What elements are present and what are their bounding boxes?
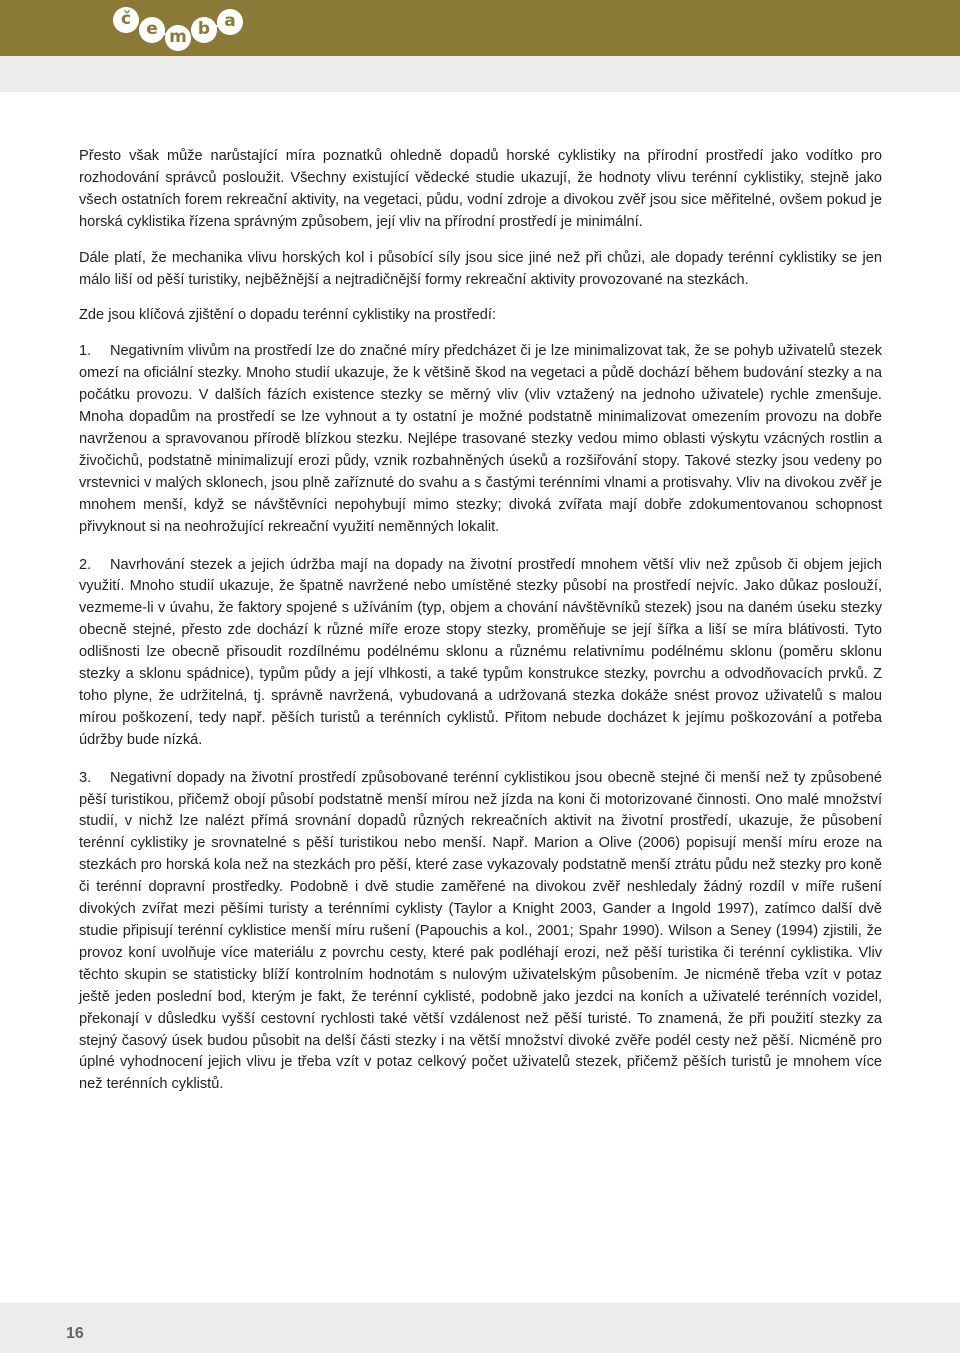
paragraph: Dále platí, že mechanika vlivu horských kol i působící síly jsou sice jiné než při chůzi, ale dopady terénní cyklistiky se jen málo liší od pěší turistiky, nejběžnější a nejtradičnější formy rekreační aktivity provozované na stezkách. <box>79 249 882 288</box>
logo-letter: e <box>139 17 165 43</box>
finding-number: 3. <box>79 769 92 786</box>
footer-strip <box>0 1303 960 1353</box>
finding-number: 2. <box>79 556 92 573</box>
finding-item <box>79 555 882 752</box>
logo-letter: a <box>217 9 243 35</box>
header-band <box>0 0 960 56</box>
finding-text: Negativní dopady na životní prostředí způsobované terénní cyklistikou jsou obecně stejné či menší než ty způsobené pěší turistikou, přičemž obojí působí podstatně menší mírou než jízda na koni či motorizované činnosti. Ono malé množství studií, v nichž lze nalézt přímá srovnání dopadů různých rekreačních aktivit na životní prostředí, ukazuje, že působení terénní cyklistiky je srovnatelné s pěší turistikou nebo menší. Např. Marion a Olive (2006) popisují menší míru eroze na stezkách pro horská kola než na stezkách pro pěší, které zase vykazovaly podstatně menší ztrátu půdu než stezky pro koně či terénní dopravní prostředky. Podobně i dvě studie zaměřené na divokou zvěř neshledaly žádný rozdíl v míře rušení divokých zvířat mezi pěšími turisty a terénními cyklisty (Taylor a Knight 2003, Gander a Ingold 1997), zatímco další dvě studie připisují terénní cyklistice menší míru rušení (Papouchis a kol., 2001; Spahr 1990). Wilson a Seney (1994) zjistili, že provoz koní uvolňuje více materiálu z povrchu cesty, které pak podléhají erozi, než pěší turistika či terénní cyklistika. Vliv těchto skupin se statisticky blíží kontrolním hodnotám s nulovým uživatelským působením. Je nicméně třeba vzít v potaz ještě jeden poslední bod, kterým je fakt, že terénní cyklisté, podobně jako jezdci na koních a uživatelé terénních vozidel, překonají v důsledku vyšší cestovní rychlosti také větší vzdálenost než pěší turisté. To znamená, že při použití stezky za stejný časový úsek budou působit na delší části stezky i na větší množství divoké zvěře podél cesty než pěší. Nicméně pro úplné vyhodnocení jejich vlivu je třeba vzít v potaz celkový počet uživatelů stezek, přičemž pěších turistů je mnohem více než terénních cyklistů. <box>79 769 882 1093</box>
page-number: 16 <box>66 1325 84 1342</box>
logo-letter: b <box>191 17 217 43</box>
article-body <box>79 146 882 1112</box>
key-findings-heading: Zde jsou klíčová zjištění o dopadu terénní cyklistiky na prostředí: <box>79 307 496 324</box>
finding-text: Navrhování stezek a jejich údržba mají na dopady na životní prostředí mnohem větší vliv než způsob či objem jejich využití. Mnoho studií ukazuje, že špatně navržené nebo umístěné stezky působí na prostředí nejvíc. Jako důkaz poslouží, vezmeme-li v úvahu, že faktory spojené s užíváním (typ, objem a chování návštěvníků stezek) jsou na daném úseku stezky obecně stejné, přesto zde dochází k různé míře eroze stopy stezky, proměňuje se její šířka a liší se míra blátivosti. Tyto odlišnosti lze obecně přisoudit rozdílnému podélnému sklonu a různému relativnímu podélnému sklonu (poměru sklonu stezky a sklonu spádnice), typům půdy a její vlhkosti, a také typům konstrukce stezky, povrchu a odvodňovacích prvků. Z toho plyne, že udržitelná, tj. správně navržená, vybudovaná a udržovaná stezka dokáže snést provoz uživatelů s malou mírou poškození, tedy např. pěších turistů a terénních cyklistů. Přitom nebude docházet k jejímu poškozování a potřeba údržby bude nízká. <box>79 556 882 748</box>
finding-item <box>79 341 882 538</box>
finding-number: 1. <box>79 343 92 360</box>
header-subband <box>0 56 960 92</box>
paragraph: Přesto však může narůstající míra poznatků ohledně dopadů horské cyklistiky na přírodní prostředí jako vodítko pro rozhodování správců posloužit. Všechny existující vědecké studie ukazují, že hodnoty vlivu terénní cyklistiky, stejně jako všech ostatních forem rekreační aktivity, na vegetaci, půdu, vodní zdroje a divokou zvěř jsou sice měřitelné, ovšem pokud je horská cyklistika řízena správným způsobem, její vliv na přírodní prostředí je minimální. <box>79 148 882 230</box>
logo-letter: m <box>165 25 191 51</box>
finding-text: Negativním vlivům na prostředí lze do značné míry předcházet či je lze minimalizovat tak, že se pohyb uživatelů stezek omezí na oficiální stezky. Mnoho studií ukazuje, že k většině škod na vegetaci a půdě dochází během budování stezky a na počátku provozu. V dalších fázích existence stezky se měrný vliv (vliv vztažený na jednoho uživatele) rychle zmenšuje. Mnoha dopadům na prostředí se lze vyhnout a ty ostatní je možné podstatně minimalizovat omezením provozu na dobře navrženou a spravovanou přírodě blízkou stezku. Nejlépe trasované stezky vedou mimo oblasti výskytu vzácných rostlin a živočichů, podstatně minimalizují erozi půdy, vznik rozbahněných úseků a rozšiřování stopy. Takové stezky jsou vedeny po vrstevnici v malých sklonech, jsou plně zaříznuté do svahu a s častými terénními vlnami a protisvahy. Vliv na divokou zvěř je mnohem menší, když se návštěvníci nepohybují mimo stezky; divoká zvířata mají dobře zdokumentovanou schopnost přivyknout si na neohrožující rekreační využití neměnných lokalit. <box>79 343 882 535</box>
logo-letter: č <box>113 7 139 33</box>
finding-item <box>79 768 882 1097</box>
cemba-logo <box>112 4 252 50</box>
